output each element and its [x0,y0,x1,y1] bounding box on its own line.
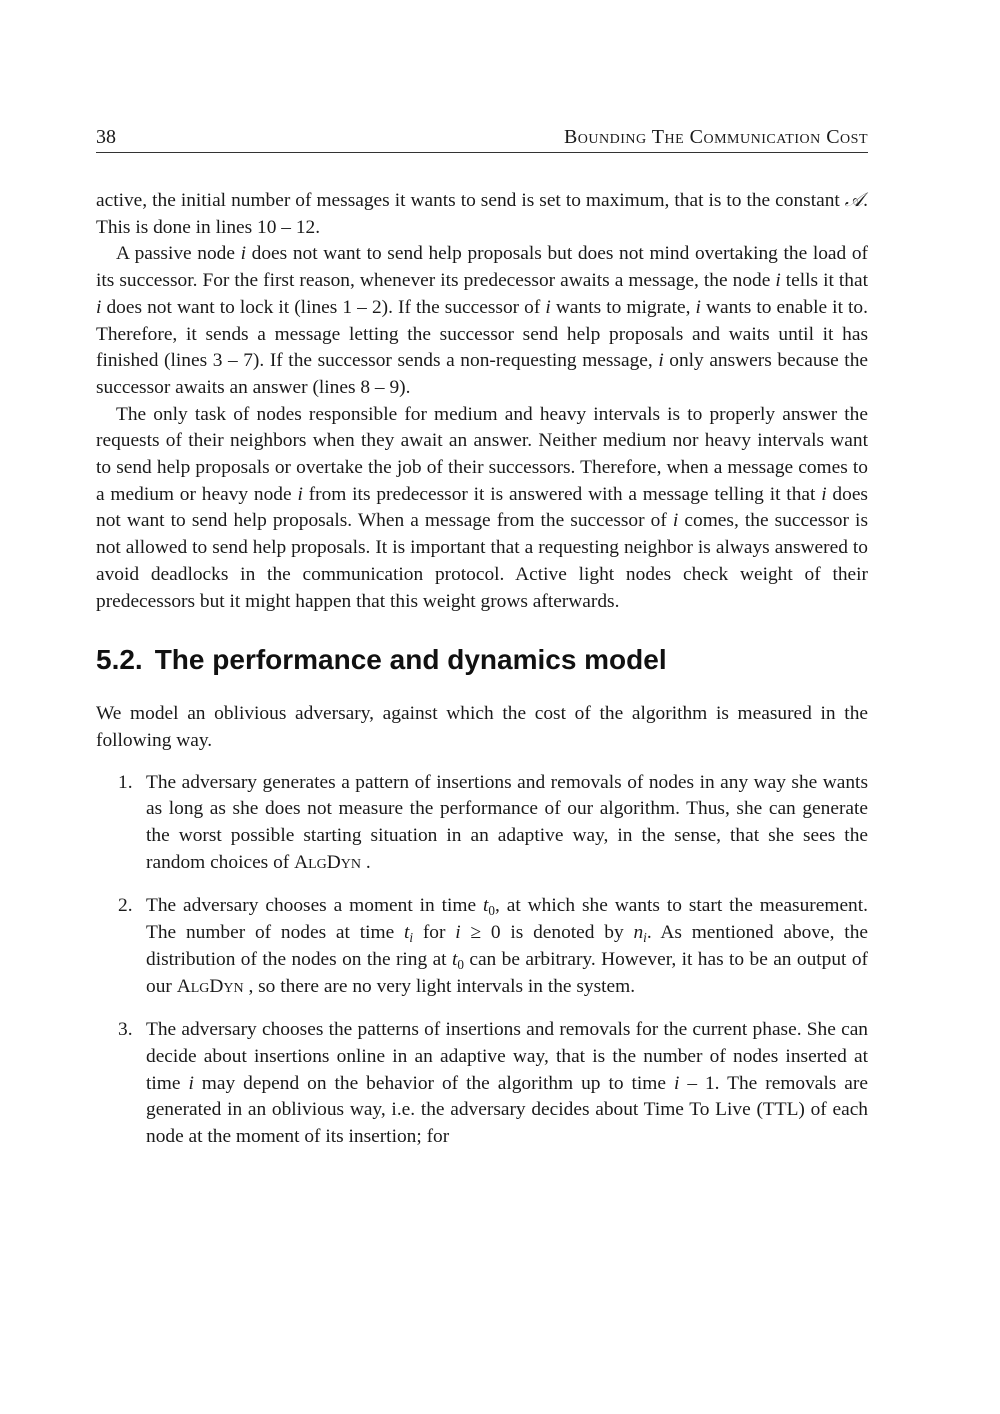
paragraph: We model an oblivious adversary, against which the cost of the algorithm is measured in the following way. [96,703,868,751]
constant-symbol: 𝒜 [844,188,864,211]
numbered-list [96,770,868,1151]
paragraph: active, the initial number of messages it wants to send is set to maximum, that is to the constant 𝒜. This is done in lines 10 – 12. [96,188,868,238]
section-number: 5.2. [96,644,143,676]
list-item: 1. The adversary generates a pattern of insertions and removals of nodes in any way she wants as long as she does not measure the performance of our algorithm. Thus, she can generate the worst possible starting situation in an adaptive way, in the sense, that she sees the random choices of AlgDyn . [118,771,868,873]
page-number: 38 [96,126,116,148]
algorithm-name: AlgDyn [294,851,361,873]
list-item: 2. The adversary chooses a moment in time $t_0$, at which she wants to start the measurement. The number of nodes at time $t_i$ for i ≥ 0 is denoted by $n_i$. As mentioned above, the distribution of the nodes on the ring at $t_0$ can be arbitrary. However, it has to be an output of our AlgDyn , so there are no very light intervals in the system. [118,895,868,997]
running-header [96,124,868,153]
list-item: 3. The adversary chooses the patterns of insertions and removals for the current phase. She can decide about insertions online in an adaptive way, that is the number of nodes inserted at time i may depend on the behavior of the algorithm up to time i – 1. The removals are generated in an oblivious way, i.e. the adversary decides about Time To Live (TTL) of each node at the moment of its insertion; for [118,1019,868,1148]
section-title: The performance and dynamics model [154,644,667,676]
section-heading [96,642,868,678]
paragraph: A passive node i does not want to send help proposals but does not mind overtaking the load of its successor. For the first reason, whenever its predecessor awaits a message, the node i tells it that i does not want to lock it (lines 1 – 2). If the successor of i wants to migrate, i wants to enable it to. Therefore, it sends a message letting the successor send help proposals and waits until it has finished (lines 3 – 7). If the successor sends a non-requesting message, i only answers because the successor awaits an answer (lines 8 – 9). [96,243,868,398]
running-title: Bounding The Communication Cost [563,126,868,148]
body-text [96,187,868,1168]
algorithm-name: AlgDyn [176,975,244,997]
paragraph: The only task of nodes responsible for medium and heavy intervals is to properly answer the requests of their neighbors when they await an answer. Neither medium nor heavy intervals want to send help proposals or overtake the job of their successors. Therefore, when a message comes to a medium or heavy node i from its predecessor it is answered with a message telling it that i does not want to send help proposals. When a message from the successor of i comes, the successor is not allowed to send help proposals. It is important that a requesting neighbor is always answered to avoid deadlocks in the communication protocol. Active light nodes check weight of their predecessors but it might happen that this weight grows afterwards. [96,403,868,612]
